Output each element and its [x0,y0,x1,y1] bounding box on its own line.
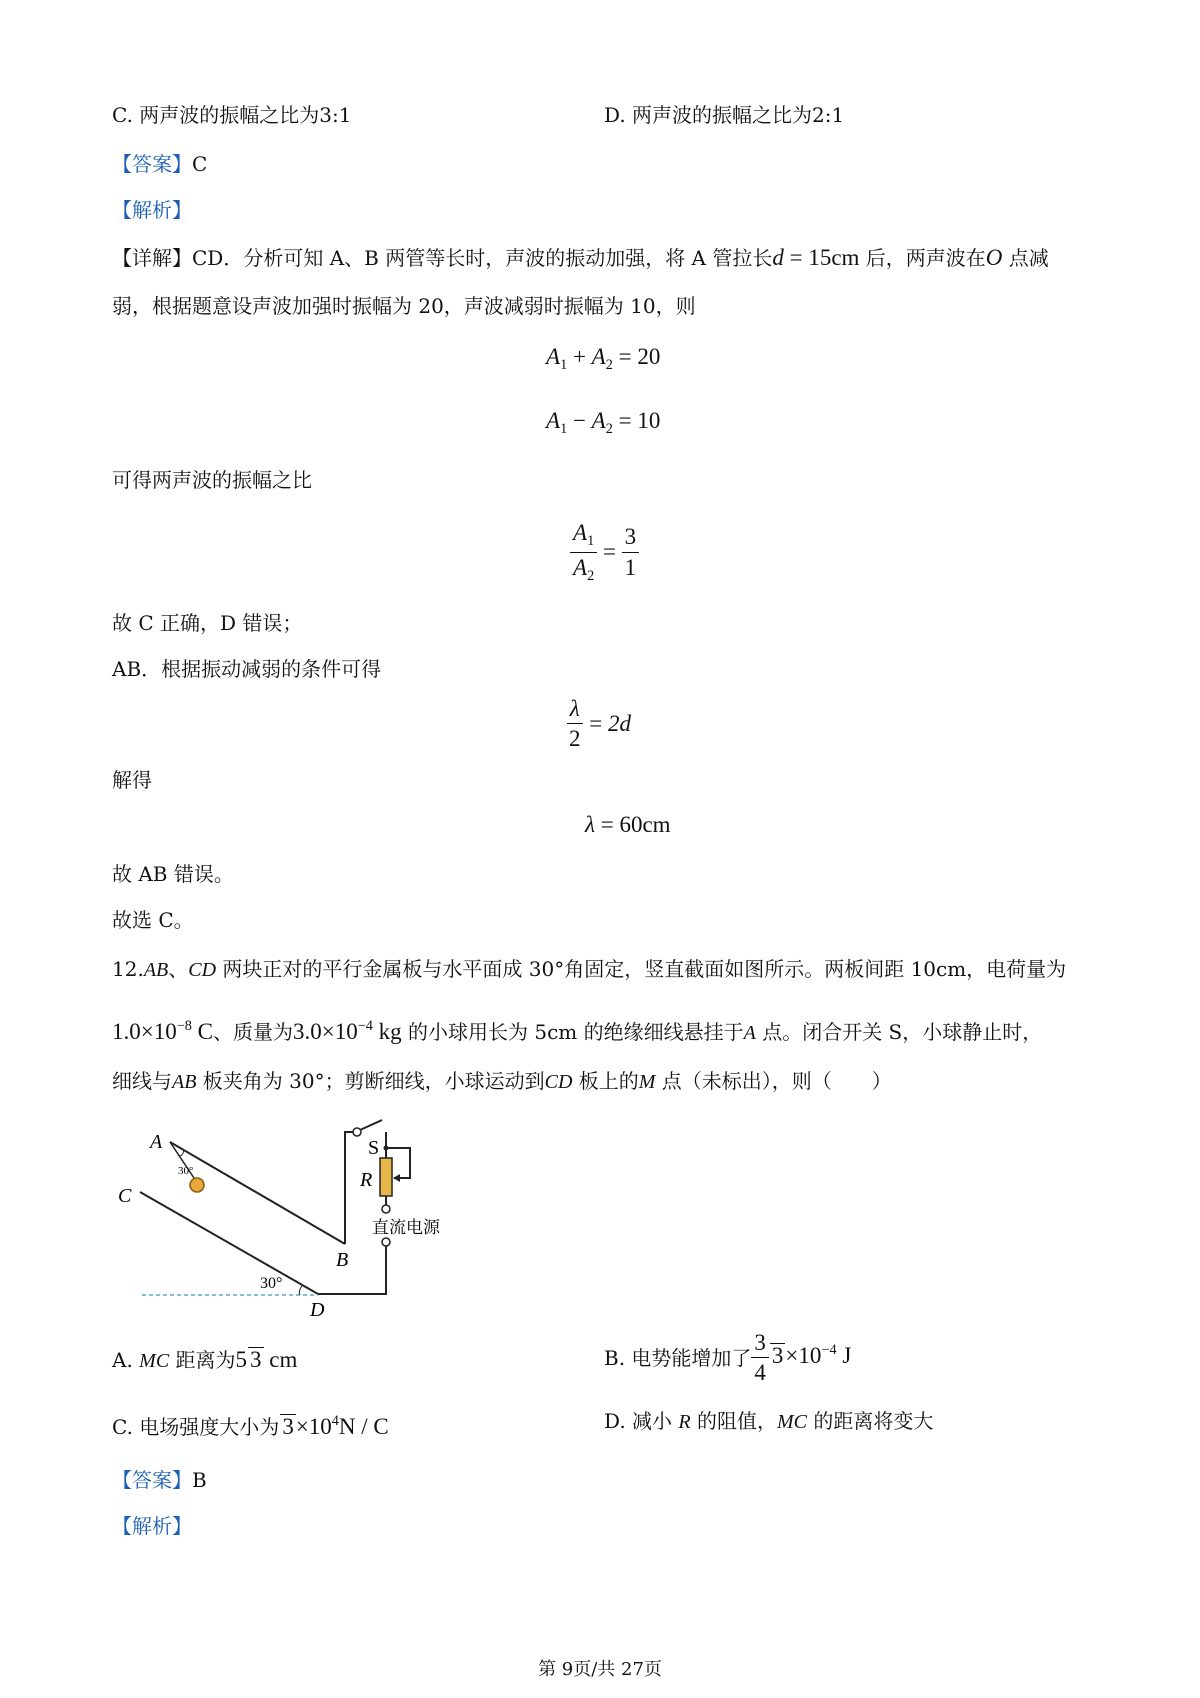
q12-line-2 [112,1012,1042,1047]
text-ab-condition: AB．根据振动减弱的条件可得 [112,657,382,681]
label-angle-top: 30° [178,1165,194,1177]
option-c-text: C. 电场强度大小为 [112,1415,280,1439]
q12-plate-cd: CD [188,959,217,981]
page-footer: 第 9页/共 27页 [538,1659,662,1680]
power-terminal-top [382,1205,390,1213]
text-ratio: 可得两声波的振幅之比 [112,468,312,492]
q12-line3-b: 板夹角为 30°；剪断细线，小球运动到 [196,1069,545,1093]
ratio-den: 1 [624,554,637,580]
equation-ratio: $\frac{A_1}{A_2}$ = $\frac{3}{1}$ [570,520,639,584]
switch-blade [360,1120,382,1130]
lambda-rhs: 2d [607,710,631,736]
charged-ball [190,1178,204,1192]
power-terminal-bottom [382,1238,390,1246]
option-a-value: 5 3 cm [235,1347,298,1372]
option-b-text: B. 电势能增加了 [604,1345,752,1370]
detail-line-1 [112,244,1049,272]
q12-line-3 [112,1067,892,1096]
label-a: A [150,1131,163,1153]
option-a [112,1346,297,1375]
lambda-value: 60cm [619,812,671,837]
option-d [604,1407,933,1436]
option-d-r: R [678,1411,691,1433]
detail-text-c: 点减 [1002,246,1049,270]
q12-line3-c: 板上的 [572,1069,639,1093]
option-a-text: 距离为 [169,1348,236,1372]
option-b [604,1330,851,1386]
q12-line2-mid: 、质量为 [213,1020,293,1044]
q12-line-1 [112,955,1066,984]
detail-text-a: CD．分析可知 A、B 两管等长时，声波的振动加强，将 A 管拉长 [192,246,773,270]
q12-line3-ab: AB [172,1071,197,1093]
circuit-figure [110,1110,470,1320]
plate-ab [170,1142,345,1244]
detail-eq-d: = 15cm [783,245,860,270]
q12-line3-a: 细线与 [112,1069,172,1093]
text-c-correct: 故 C 正确，D 错误； [112,611,303,635]
answer-line-11 [112,150,207,178]
q12-plate-ab: AB [143,959,169,981]
option-a-mc: MC [139,1350,170,1372]
answer-value-12: B [192,1468,207,1492]
resistor-r [380,1158,392,1196]
detail-text-b: 后，两声波在 [859,246,986,270]
option-d-mc: MC [776,1411,807,1433]
slider-arrow [393,1174,400,1182]
detail-var-d: d [772,245,784,270]
q12-line3-d: 点（未标出），则（ ） [655,1069,892,1093]
analysis-tag: 【解析】 [112,198,192,222]
detail-line-2: 弱，根据题意设声波加强时振幅为 20，声波减弱时振幅为 10，则 [112,294,696,318]
option-d-mid: 的阻值， [690,1409,777,1433]
analysis-line-12 [112,1512,192,1540]
option-d-prev: D. 两声波的振幅之比为2:1 [604,103,845,127]
option-c [112,1407,389,1441]
label-s: S [368,1137,380,1159]
q12-number: 12. [112,957,144,981]
answer-tag: 【答案】 [112,152,192,176]
text-ab-wrong: 故 AB 错误。 [112,862,234,886]
lambda-den: 2 [569,726,581,752]
wire-power-to-d [318,1246,386,1294]
q12-mass: $3.0\times 10^{-4}$ kg [293,1018,402,1044]
text-solve: 解得 [112,768,152,792]
option-d-end: 的距离将变大 [806,1409,934,1433]
option-b-value: $\frac{3}{4}$ $3\times 10^{-4}$ J [751,1343,851,1368]
text-choose-c: 故选 C。 [112,908,194,932]
equation-diff: $A_1 - A_2 = 10$ [546,408,661,437]
analysis-tag-12: 【解析】 [112,1514,192,1538]
q12-line1-text: 两块正对的平行金属板与水平面成 30°角固定，竖直截面如图所示。两板间距 10cm，电荷量为 [216,957,1067,981]
option-c-prev: C. 两声波的振幅之比为3:1 [112,103,352,127]
q12-line3-m: M [638,1071,656,1093]
q12-point-a: A [743,1022,756,1044]
detail-tag: 【详解】 [112,246,192,270]
q12-charge: $1.0\times 10^{-8}$ C [112,1018,213,1044]
label-angle-bottom: 30° [260,1275,283,1292]
label-power-source: 直流电源 [372,1218,440,1238]
answer-tag-12: 【答案】 [112,1468,192,1492]
option-a-label: A. [112,1348,133,1372]
q12-line3-cd: CD [544,1071,573,1093]
equation-sum: $A_1 + A_2 = 20$ [546,344,661,373]
label-d: D [310,1299,325,1320]
answer-value: C [192,152,208,176]
equation-diff-rhs: 10 [637,408,661,433]
detail-var-o: O [985,245,1003,270]
equation-lambda-half: $\frac{\lambda}{2}$ = 2d [566,696,631,752]
angle-arc-bottom [299,1286,302,1295]
q12-line2-text: 的小球用长为 5cm 的绝缘细线悬挂于 [401,1020,744,1044]
q12-sep: 、 [168,957,189,981]
label-b: B [336,1249,349,1271]
ratio-num: 3 [622,524,640,552]
option-d-text: D. 减小 [604,1409,673,1433]
equation-sum-rhs: 20 [637,344,661,369]
label-r: R [360,1169,373,1191]
q12-line2-end: 点。闭合开关 S，小球静止时， [755,1020,1043,1044]
label-c: C [118,1185,132,1207]
answer-line-12 [112,1466,207,1494]
plate-cd [140,1192,318,1294]
option-c-value: $3\times 10^4N / C$ [282,1413,389,1439]
analysis-line-11 [112,196,192,224]
wire-b-to-switch [345,1132,353,1244]
equation-lambda-value: λ = 60cm [585,812,671,837]
